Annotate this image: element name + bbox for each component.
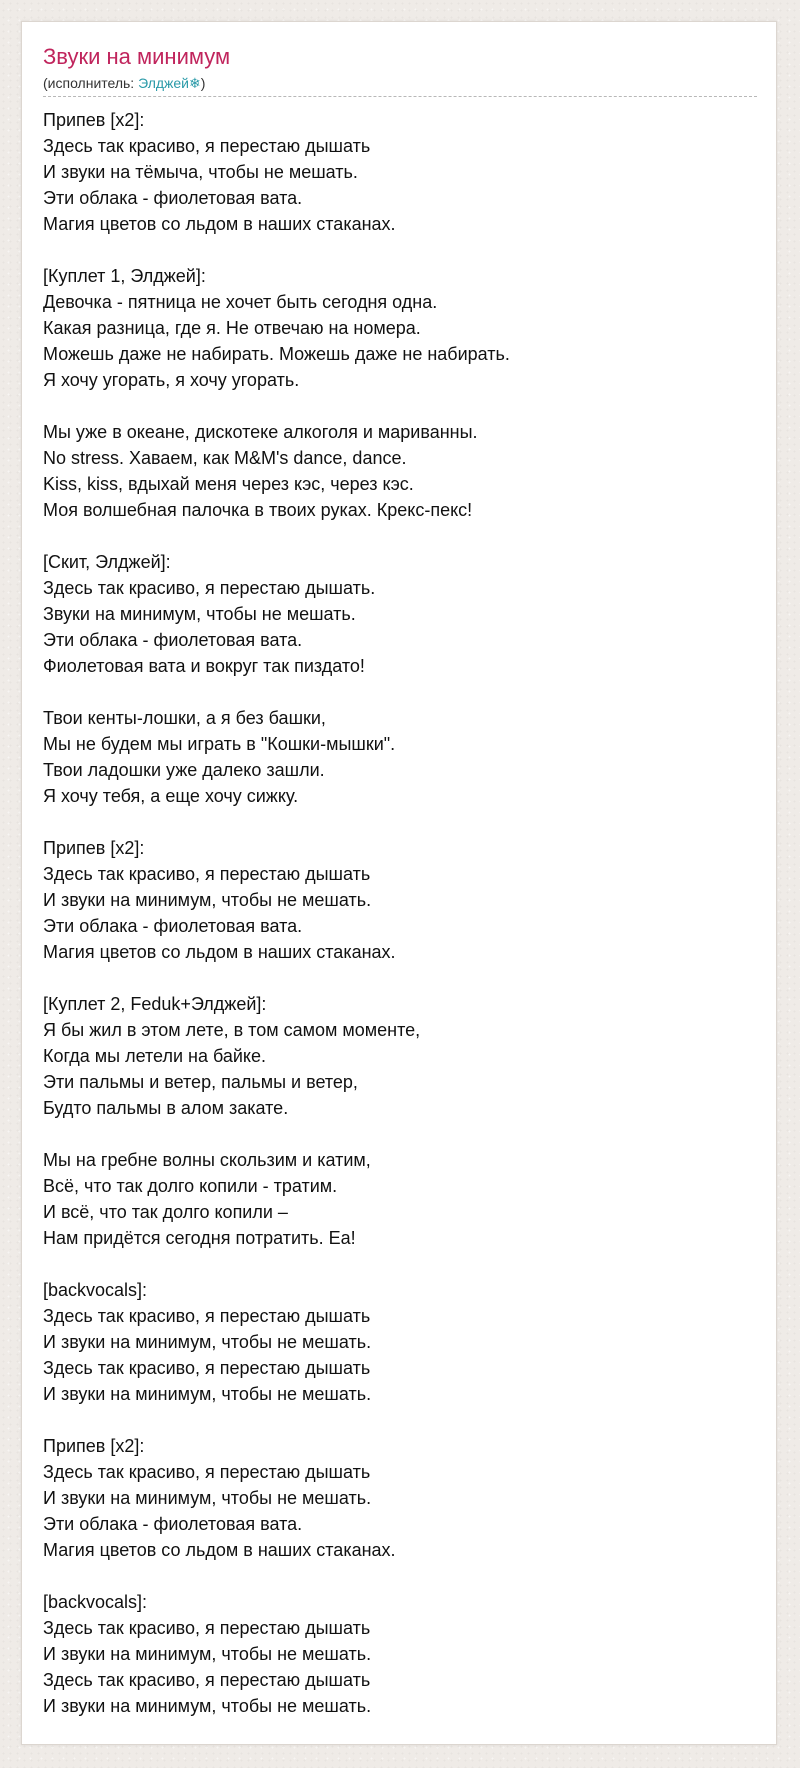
lyric-line: И звуки на минимум, чтобы не мешать. <box>43 1696 372 1716</box>
lyric-line: Можешь даже не набирать. Можешь даже не набирать. <box>43 344 510 364</box>
lyric-line: Магия цветов со льдом в наших стаканах. <box>43 942 396 962</box>
lyric-line: Моя волшебная палочка в твоих руках. Крекс-пекс! <box>43 500 473 520</box>
lyrics-card <box>21 21 777 1745</box>
lyric-line: [Скит, Элджей]: <box>43 552 171 572</box>
stanza-gap <box>43 1121 757 1147</box>
lyric-line: И звуки на тёмыча, чтобы не мешать. <box>43 162 358 182</box>
lyric-line: Эти облака - фиолетовая вата. <box>43 630 303 650</box>
lyric-line: Здесь так красиво, я перестаю дышать <box>43 1306 371 1326</box>
lyric-line: Эти облака - фиолетовая вата. <box>43 1514 303 1534</box>
lyric-line: Припев [x2]: <box>43 838 145 858</box>
stanza-gap <box>43 1407 757 1433</box>
lyric-line: Здесь так красиво, я перестаю дышать <box>43 1358 371 1378</box>
artist-line <box>43 75 205 92</box>
stanza-gap <box>43 809 757 835</box>
stanza-gap <box>43 393 757 419</box>
lyric-line: No stress. Хаваем, как M&M's dance, dance. <box>43 448 407 468</box>
lyric-line: Какая разница, где я. Не отвечаю на номера. <box>43 318 421 338</box>
song-header <box>43 44 757 97</box>
lyric-line: И звуки на минимум, чтобы не мешать. <box>43 1488 372 1508</box>
lyric-line: И звуки на минимум, чтобы не мешать. <box>43 1644 372 1664</box>
artist-prefix: (исполнитель: <box>43 75 139 91</box>
lyric-line: Здесь так красиво, я перестаю дышать <box>43 1618 371 1638</box>
lyric-line: Когда мы летели на байке. <box>43 1046 267 1066</box>
lyric-line: Я бы жил в этом лете, в том самом моменте, <box>43 1020 421 1040</box>
lyric-line: Эти облака - фиолетовая вата. <box>43 188 303 208</box>
stanza-gap <box>43 679 757 705</box>
lyric-line: И звуки на минимум, чтобы не мешать. <box>43 890 372 910</box>
lyric-line: И звуки на минимум, чтобы не мешать. <box>43 1332 372 1352</box>
lyric-line: Мы не будем мы играть в "Кошки-мышки". <box>43 734 396 754</box>
lyric-line: Твои ладошки уже далеко зашли. <box>43 760 325 780</box>
lyric-line: Будто пальмы в алом закате. <box>43 1098 289 1118</box>
lyric-line: Я хочу тебя, а еще хочу сижку. <box>43 786 299 806</box>
lyric-line: Здесь так красиво, я перестаю дышать <box>43 1670 371 1690</box>
stanza-gap <box>43 1251 757 1277</box>
lyric-line: Мы на гребне волны скользим и катим, <box>43 1150 371 1170</box>
lyric-line: И всё, что так долго копили – <box>43 1202 288 1222</box>
stanza-gap <box>43 237 757 263</box>
lyrics-body <box>43 107 757 1719</box>
lyric-line: Здесь так красиво, я перестаю дышать <box>43 864 371 884</box>
lyric-line: Припев [x2]: <box>43 1436 145 1456</box>
lyric-line: Здесь так красиво, я перестаю дышать <box>43 136 371 156</box>
stanza-gap <box>43 523 757 549</box>
lyric-line: Нам придётся сегодня потратить. Еа! <box>43 1228 356 1248</box>
lyric-line: Всё, что так долго копили - тратим. <box>43 1176 338 1196</box>
lyric-line: Эти облака - фиолетовая вата. <box>43 916 303 936</box>
lyric-line: [Куплет 2, Feduk+Элджей]: <box>43 994 267 1014</box>
lyric-line: Я хочу угорать, я хочу угорать. <box>43 370 300 390</box>
lyric-line: Мы уже в океане, дискотеке алкоголя и мариванны. <box>43 422 478 442</box>
song-title: Звуки на минимум <box>43 44 231 69</box>
lyric-line: Магия цветов со льдом в наших стаканах. <box>43 214 396 234</box>
lyric-line: [backvocals]: <box>43 1280 148 1300</box>
lyric-line: Звуки на минимум, чтобы не мешать. <box>43 604 356 624</box>
lyric-line: Твои кенты-лошки, а я без башки, <box>43 708 326 728</box>
lyric-line: И звуки на минимум, чтобы не мешать. <box>43 1384 372 1404</box>
lyric-line: [Куплет 1, Элджей]: <box>43 266 206 286</box>
lyric-line: [backvocals]: <box>43 1592 148 1612</box>
lyric-line: Припев [x2]: <box>43 110 145 130</box>
lyric-line: Девочка - пятница не хочет быть сегодня одна. <box>43 292 438 312</box>
stanza-gap <box>43 1563 757 1589</box>
artist-link[interactable]: Элджей❄ <box>138 75 201 91</box>
lyric-line: Здесь так красиво, я перестаю дышать. <box>43 578 376 598</box>
lyric-line: Эти пальмы и ветер, пальмы и ветер, <box>43 1072 358 1092</box>
lyric-line: Kiss, kiss, вдыхай меня через кэс, через кэс. <box>43 474 414 494</box>
lyric-line: Здесь так красиво, я перестаю дышать <box>43 1462 371 1482</box>
lyric-line: Фиолетовая вата и вокруг так пиздато! <box>43 656 365 676</box>
artist-suffix: ) <box>200 75 206 91</box>
stanza-gap <box>43 965 757 991</box>
lyric-line: Магия цветов со льдом в наших стаканах. <box>43 1540 396 1560</box>
